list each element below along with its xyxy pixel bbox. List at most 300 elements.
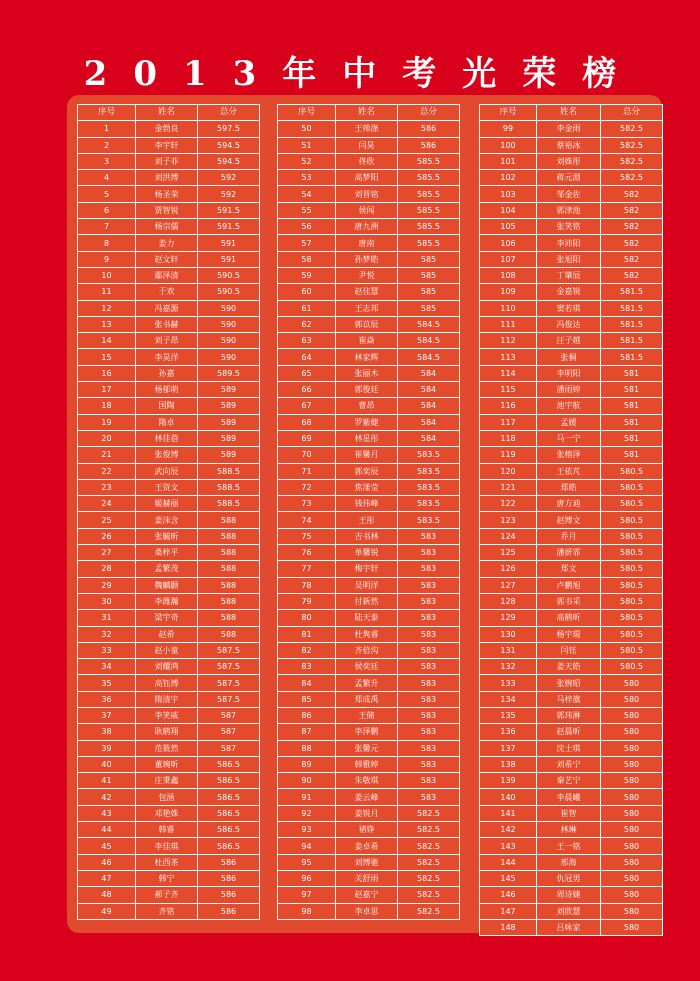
rank-cell: 33	[78, 642, 136, 658]
rank-cell: 126	[480, 561, 537, 577]
name-cell: 李宇轩	[136, 137, 198, 153]
name-cell: 金勃良	[136, 121, 198, 137]
rank-cell: 94	[278, 838, 336, 854]
score-cell: 582.5	[398, 870, 460, 886]
rank-cell: 107	[480, 251, 537, 267]
header-name: 姓名	[537, 105, 601, 121]
header-name: 姓名	[336, 105, 398, 121]
score-cell: 588	[198, 512, 260, 528]
table-row	[480, 773, 663, 789]
rank-cell: 115	[480, 382, 537, 398]
score-cell: 583.5	[398, 479, 460, 495]
name-cell: 董琬昕	[136, 756, 198, 772]
score-cell: 585	[398, 300, 460, 316]
rank-cell: 37	[78, 707, 136, 723]
score-cell: 586.5	[198, 838, 260, 854]
name-cell: 梅宇轩	[336, 561, 398, 577]
table-row	[278, 528, 460, 544]
score-cell: 590	[198, 333, 260, 349]
score-cell: 583.5	[398, 512, 460, 528]
score-cell: 583	[398, 545, 460, 561]
table-row	[480, 610, 663, 626]
score-cell: 584.5	[398, 333, 460, 349]
score-cell: 588	[198, 610, 260, 626]
table-row	[78, 675, 260, 691]
header-name: 姓名	[136, 105, 198, 121]
name-cell: 齐倍沟	[336, 642, 398, 658]
score-cell: 587.5	[198, 659, 260, 675]
name-cell: 蒋元淵	[537, 170, 601, 186]
table-header-row	[278, 105, 460, 121]
score-cell: 580.5	[601, 463, 663, 479]
name-cell: 张书赫	[136, 316, 198, 332]
table-row	[78, 414, 260, 430]
name-cell: 韩雅婷	[336, 756, 398, 772]
name-cell: 赵希	[136, 626, 198, 642]
table-row	[278, 805, 460, 821]
rank-cell: 22	[78, 463, 136, 479]
score-cell: 580.5	[601, 561, 663, 577]
table-header-row	[78, 105, 260, 121]
name-cell: 孙梦皓	[336, 251, 398, 267]
rank-cell: 120	[480, 463, 537, 479]
rank-cell: 83	[278, 659, 336, 675]
score-cell: 584.5	[398, 316, 460, 332]
name-cell: 张笑铭	[537, 219, 601, 235]
name-cell: 郭玮淋	[537, 707, 601, 723]
name-cell: 侯奕廷	[336, 659, 398, 675]
table-row	[278, 740, 460, 756]
table-row	[78, 186, 260, 202]
table-row	[480, 887, 663, 903]
table-row	[78, 545, 260, 561]
rank-cell: 88	[278, 740, 336, 756]
score-cell: 583	[398, 707, 460, 723]
score-cell: 580	[601, 822, 663, 838]
name-cell: 杨郁萌	[136, 382, 198, 398]
table-row	[278, 382, 460, 398]
rank-cell: 132	[480, 659, 537, 675]
name-cell: 姜锐月	[336, 805, 398, 821]
table-row	[278, 137, 460, 153]
table-row	[78, 789, 260, 805]
name-cell: 丁肇辰	[537, 267, 601, 283]
name-cell: 冯嘉源	[136, 300, 198, 316]
table-row	[78, 333, 260, 349]
score-cell: 580	[601, 773, 663, 789]
rank-cell: 116	[480, 398, 537, 414]
score-cell: 580.5	[601, 496, 663, 512]
table-row	[480, 137, 663, 153]
honor-table-3	[479, 104, 663, 936]
table-row	[480, 463, 663, 479]
table-row	[78, 577, 260, 593]
name-cell: 池宇航	[537, 398, 601, 414]
rank-cell: 62	[278, 316, 336, 332]
score-cell: 583.5	[398, 496, 460, 512]
name-cell: 周诗婕	[537, 887, 601, 903]
name-cell: 王依芃	[537, 463, 601, 479]
table-row	[480, 675, 663, 691]
table-row	[78, 153, 260, 169]
rank-cell: 31	[78, 610, 136, 626]
table-row	[480, 707, 663, 723]
score-cell: 582.5	[398, 822, 460, 838]
rank-cell: 9	[78, 251, 136, 267]
score-cell: 582.5	[398, 805, 460, 821]
score-cell: 583	[398, 626, 460, 642]
table-row	[480, 333, 663, 349]
name-cell: 崔智	[537, 805, 601, 821]
name-cell: 秦艺宁	[537, 773, 601, 789]
name-cell: 李潍瀚	[136, 593, 198, 609]
rank-cell: 102	[480, 170, 537, 186]
rank-cell: 100	[480, 137, 537, 153]
rank-cell: 114	[480, 365, 537, 381]
rank-cell: 39	[78, 740, 136, 756]
rank-cell: 36	[78, 691, 136, 707]
rank-cell: 104	[480, 202, 537, 218]
name-cell: 邢海	[537, 854, 601, 870]
name-cell: 金嘉锐	[537, 284, 601, 300]
table-row	[278, 545, 460, 561]
name-cell: 付新然	[336, 593, 398, 609]
name-cell: 闫钰	[537, 642, 601, 658]
score-cell: 582.5	[601, 137, 663, 153]
rank-cell: 28	[78, 561, 136, 577]
score-cell: 587	[198, 740, 260, 756]
score-cell: 586.5	[198, 789, 260, 805]
score-cell: 585	[398, 284, 460, 300]
header-rank: 序号	[278, 105, 336, 121]
rank-cell: 58	[278, 251, 336, 267]
table-row	[278, 349, 460, 365]
score-cell: 584	[398, 365, 460, 381]
table-row	[278, 430, 460, 446]
table-header-row	[480, 105, 663, 121]
rank-cell: 47	[78, 870, 136, 886]
table-row	[480, 724, 663, 740]
score-cell: 591	[198, 251, 260, 267]
score-cell: 582	[601, 235, 663, 251]
table-row	[78, 854, 260, 870]
rank-cell: 70	[278, 447, 336, 463]
rank-cell: 69	[278, 430, 336, 446]
name-cell: 姬赫丽	[136, 496, 198, 512]
table-row	[480, 756, 663, 772]
table-row	[480, 691, 663, 707]
score-cell: 585.5	[398, 153, 460, 169]
score-cell: 583	[398, 561, 460, 577]
score-cell: 583	[398, 724, 460, 740]
table-row	[480, 202, 663, 218]
table-row	[78, 251, 260, 267]
name-cell: 姜云峰	[336, 789, 398, 805]
name-cell: 窦若琪	[537, 300, 601, 316]
table-row	[278, 300, 460, 316]
rank-cell: 113	[480, 349, 537, 365]
rank-cell: 96	[278, 870, 336, 886]
rank-cell: 29	[78, 577, 136, 593]
score-cell: 590	[198, 300, 260, 316]
rank-cell: 90	[278, 773, 336, 789]
table-row	[78, 398, 260, 414]
score-cell: 590.5	[198, 284, 260, 300]
score-cell: 582	[601, 219, 663, 235]
score-cell: 583.5	[398, 447, 460, 463]
table-row	[480, 561, 663, 577]
score-cell: 592	[198, 170, 260, 186]
rank-cell: 144	[480, 854, 537, 870]
score-cell: 585	[398, 251, 460, 267]
score-cell: 580.5	[601, 479, 663, 495]
table-row	[480, 153, 663, 169]
rank-cell: 101	[480, 153, 537, 169]
table-row	[278, 838, 460, 854]
score-cell: 586	[198, 870, 260, 886]
table-row	[278, 251, 460, 267]
rank-cell: 111	[480, 316, 537, 332]
score-cell: 594.5	[198, 153, 260, 169]
rank-cell: 1	[78, 121, 136, 137]
score-cell: 587	[198, 707, 260, 723]
rank-cell: 112	[480, 333, 537, 349]
name-cell: 赵晨昕	[537, 724, 601, 740]
name-cell: 邹金佐	[537, 186, 601, 202]
rank-cell: 122	[480, 496, 537, 512]
score-cell: 583	[398, 691, 460, 707]
table-row	[78, 365, 260, 381]
score-cell: 585.5	[398, 186, 460, 202]
rank-cell: 79	[278, 593, 336, 609]
name-cell: 隋清宇	[136, 691, 198, 707]
rank-cell: 7	[78, 219, 136, 235]
table-row	[278, 365, 460, 381]
table-row	[278, 610, 460, 626]
table-row	[278, 267, 460, 283]
score-cell: 580.5	[601, 642, 663, 658]
name-cell: 潘妍霏	[537, 545, 601, 561]
name-cell: 李沛阳	[537, 235, 601, 251]
rank-cell: 117	[480, 414, 537, 430]
name-cell: 杜西茶	[136, 854, 198, 870]
table-row	[278, 219, 460, 235]
table-row	[480, 577, 663, 593]
rank-cell: 137	[480, 740, 537, 756]
rank-cell: 57	[278, 235, 336, 251]
name-cell: 齐铭	[136, 903, 198, 919]
table-row	[78, 121, 260, 137]
name-cell: 佟欣	[336, 153, 398, 169]
rank-cell: 138	[480, 756, 537, 772]
rank-cell: 73	[278, 496, 336, 512]
name-cell: 赵文轩	[136, 251, 198, 267]
rank-cell: 93	[278, 822, 336, 838]
name-cell: 刘子昂	[136, 333, 198, 349]
table-row	[78, 561, 260, 577]
name-cell: 侯闯	[336, 202, 398, 218]
score-cell: 583	[398, 610, 460, 626]
rank-cell: 34	[78, 659, 136, 675]
rank-cell: 55	[278, 202, 336, 218]
name-cell: 包涵	[136, 789, 198, 805]
table-row	[278, 479, 460, 495]
name-cell: 唐南	[336, 235, 398, 251]
name-cell: 关舒雨	[336, 870, 398, 886]
table-row	[78, 642, 260, 658]
name-cell: 隋卓	[136, 414, 198, 430]
score-cell: 580	[601, 691, 663, 707]
table-row	[278, 463, 460, 479]
rank-cell: 48	[78, 887, 136, 903]
rank-cell: 143	[480, 838, 537, 854]
rank-cell: 136	[480, 724, 537, 740]
score-cell: 580	[601, 838, 663, 854]
table-row	[78, 756, 260, 772]
name-cell: 杨宗儒	[136, 219, 198, 235]
rank-cell: 14	[78, 333, 136, 349]
rank-cell: 82	[278, 642, 336, 658]
score-cell: 583	[398, 593, 460, 609]
table-row	[480, 186, 663, 202]
table-row	[78, 235, 260, 251]
score-cell: 586.5	[198, 822, 260, 838]
rank-cell: 147	[480, 903, 537, 919]
name-cell: 唐方迪	[537, 496, 601, 512]
name-cell: 林星彤	[336, 430, 398, 446]
table-row	[78, 887, 260, 903]
table-row	[278, 577, 460, 593]
score-cell: 580	[601, 870, 663, 886]
name-cell: 刘耀鸿	[136, 659, 198, 675]
table-row	[278, 284, 460, 300]
name-cell: 林琳	[537, 822, 601, 838]
table-row	[480, 659, 663, 675]
score-cell: 580.5	[601, 610, 663, 626]
table-row	[278, 675, 460, 691]
score-cell: 588	[198, 593, 260, 609]
table-row	[78, 267, 260, 283]
table-row	[278, 691, 460, 707]
rank-cell: 20	[78, 430, 136, 446]
score-cell: 591	[198, 235, 260, 251]
table-row	[278, 642, 460, 658]
score-cell: 586.5	[198, 756, 260, 772]
score-cell: 580	[601, 740, 663, 756]
table-row	[278, 512, 460, 528]
table-row	[78, 382, 260, 398]
rank-cell: 23	[78, 479, 136, 495]
table-row	[78, 659, 260, 675]
rank-cell: 71	[278, 463, 336, 479]
table-row	[278, 186, 460, 202]
score-cell: 580.5	[601, 528, 663, 544]
table-row	[480, 838, 663, 854]
score-cell: 588	[198, 626, 260, 642]
name-cell: 郑皓	[537, 479, 601, 495]
score-cell: 588	[198, 545, 260, 561]
table-row	[78, 219, 260, 235]
rank-cell: 127	[480, 577, 537, 593]
name-cell: 李明阳	[537, 365, 601, 381]
rank-cell: 21	[78, 447, 136, 463]
score-cell: 588.5	[198, 479, 260, 495]
rank-cell: 67	[278, 398, 336, 414]
name-cell: 姜天皓	[537, 659, 601, 675]
rank-cell: 77	[278, 561, 336, 577]
rank-cell: 86	[278, 707, 336, 723]
table-row	[480, 316, 663, 332]
score-cell: 581.5	[601, 300, 663, 316]
table-row	[78, 316, 260, 332]
score-cell: 582	[601, 267, 663, 283]
header-score: 总分	[398, 105, 460, 121]
table-row	[480, 300, 663, 316]
table-row	[480, 805, 663, 821]
table-row	[278, 903, 460, 919]
score-cell: 582.5	[398, 838, 460, 854]
score-cell: 589	[198, 398, 260, 414]
rank-cell: 13	[78, 316, 136, 332]
rank-cell: 121	[480, 479, 537, 495]
score-cell: 583	[398, 577, 460, 593]
score-cell: 584.5	[398, 349, 460, 365]
score-cell: 585.5	[398, 170, 460, 186]
name-cell: 高钰博	[136, 675, 198, 691]
score-cell: 580.5	[601, 577, 663, 593]
name-cell: 梁宇奇	[136, 610, 198, 626]
name-cell: 李晨曦	[537, 789, 601, 805]
score-cell: 585.5	[398, 219, 460, 235]
score-cell: 588.5	[198, 463, 260, 479]
table-row	[480, 642, 663, 658]
table-row	[278, 773, 460, 789]
score-cell: 580.5	[601, 545, 663, 561]
name-cell: 张婉昭	[537, 675, 601, 691]
rank-cell: 74	[278, 512, 336, 528]
table-row	[480, 121, 663, 137]
name-cell: 吕咏家	[537, 919, 601, 935]
table-row	[278, 756, 460, 772]
name-cell: 李佳琪	[136, 838, 198, 854]
rank-cell: 108	[480, 267, 537, 283]
score-cell: 586	[398, 137, 460, 153]
table-row	[480, 870, 663, 886]
table-row	[278, 724, 460, 740]
score-cell: 590	[198, 349, 260, 365]
rank-cell: 84	[278, 675, 336, 691]
name-cell: 邓艳姝	[136, 805, 198, 821]
name-cell: 高鹤昕	[537, 610, 601, 626]
score-cell: 588	[198, 561, 260, 577]
score-cell: 586.5	[198, 805, 260, 821]
table-row	[480, 822, 663, 838]
rank-cell: 19	[78, 414, 136, 430]
rank-cell: 109	[480, 284, 537, 300]
table-row	[278, 626, 460, 642]
table-row	[78, 740, 260, 756]
table-row	[480, 512, 663, 528]
rank-cell: 80	[278, 610, 336, 626]
rank-cell: 56	[278, 219, 336, 235]
score-cell: 587.5	[198, 642, 260, 658]
name-cell: 桑梓平	[136, 545, 198, 561]
name-cell: 张馨元	[336, 740, 398, 756]
rank-cell: 43	[78, 805, 136, 821]
table-row	[78, 430, 260, 446]
rank-cell: 125	[480, 545, 537, 561]
name-cell: 蔡裕冰	[537, 137, 601, 153]
